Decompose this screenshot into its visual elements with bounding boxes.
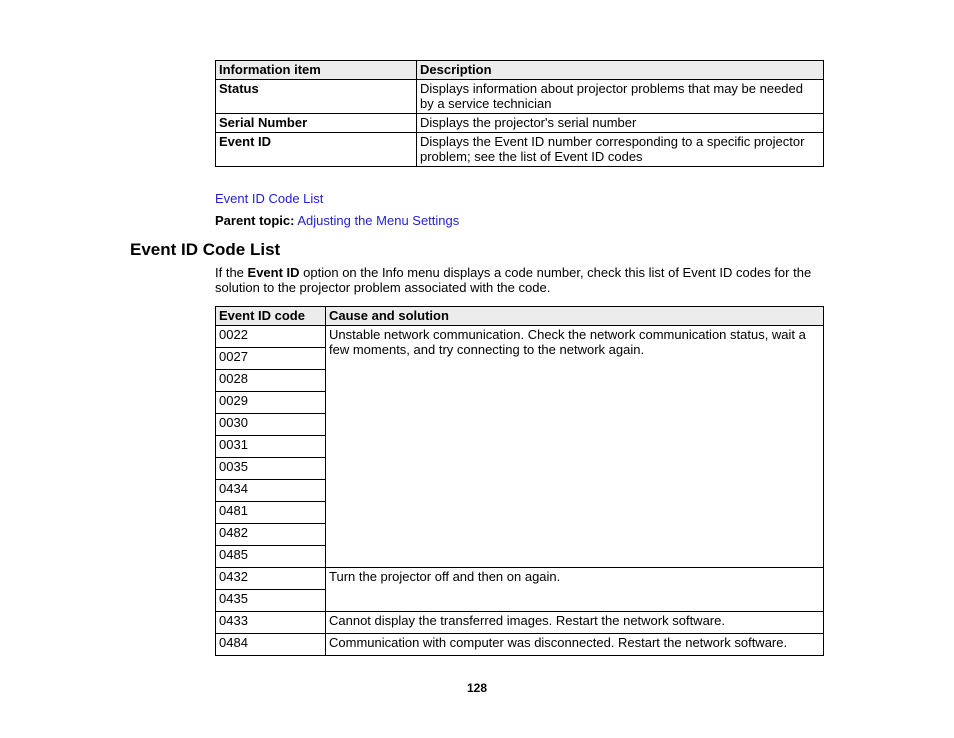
event-id-code-list-link[interactable]: Event ID Code List: [215, 191, 324, 206]
event-code-cell: 0435: [216, 590, 326, 612]
table-row: [216, 568, 824, 590]
event-code-cell: 0484: [216, 634, 326, 656]
event-code-cell: 0035: [216, 458, 326, 480]
table-row: [216, 326, 824, 348]
intro-paragraph: [215, 265, 825, 295]
event-code-cell: 0029: [216, 392, 326, 414]
event-code-cell: 0028: [216, 370, 326, 392]
solution-cell: Communication with computer was disconnected. Restart the network software.: [326, 634, 824, 656]
column-header-event-id-code: Event ID code: [216, 307, 326, 326]
table-row: [216, 114, 824, 133]
column-header-cause-and-solution: Cause and solution: [326, 307, 824, 326]
parent-topic: [215, 213, 459, 228]
event-code-cell: 0030: [216, 414, 326, 436]
table-row: [216, 80, 824, 114]
info-item-cell: Event ID: [216, 133, 417, 167]
information-items-table: [215, 60, 824, 167]
table-header-row: [216, 61, 824, 80]
solution-cell: Unstable network communication. Check the network communication status, wait a few moments, and try connecting to the network again.: [326, 326, 824, 568]
event-code-cell: 0027: [216, 348, 326, 370]
event-code-cell: 0481: [216, 502, 326, 524]
column-header-description: Description: [417, 61, 824, 80]
table-row: [216, 612, 824, 634]
description-cell: Displays the Event ID number corresponding to a specific projector problem; see the list of Event ID codes: [417, 133, 824, 167]
event-code-cell: 0022: [216, 326, 326, 348]
event-code-cell: 0432: [216, 568, 326, 590]
event-code-cell: 0433: [216, 612, 326, 634]
event-code-cell: 0485: [216, 546, 326, 568]
section-heading: Event ID Code List: [130, 240, 281, 259]
info-item-cell: Serial Number: [216, 114, 417, 133]
intro-text-end: option on the Info menu displays a code number, check this list of Event ID codes for the solution to the projector problem associated with the code.: [215, 265, 812, 295]
info-item-cell: Status: [216, 80, 417, 114]
event-code-cell: 0482: [216, 524, 326, 546]
intro-bold-term: Event ID: [247, 265, 300, 280]
intro-text-start: If the: [215, 265, 248, 280]
event-code-cell: 0031: [216, 436, 326, 458]
table-header-row: [216, 307, 824, 326]
table-row: [216, 634, 824, 656]
page-number: 128: [466, 681, 488, 695]
solution-cell: Turn the projector off and then on again.: [326, 568, 824, 612]
table-row: [216, 133, 824, 167]
column-header-information-item: Information item: [216, 61, 417, 80]
description-cell: Displays information about projector problems that may be needed by a service technician: [417, 80, 824, 114]
parent-topic-label: Parent topic:: [215, 213, 295, 228]
event-id-code-table: [215, 306, 824, 656]
solution-cell: Cannot display the transferred images. Restart the network software.: [326, 612, 824, 634]
event-code-cell: 0434: [216, 480, 326, 502]
description-cell: Displays the projector's serial number: [417, 114, 824, 133]
adjusting-menu-settings-link[interactable]: Adjusting the Menu Settings: [297, 213, 460, 228]
